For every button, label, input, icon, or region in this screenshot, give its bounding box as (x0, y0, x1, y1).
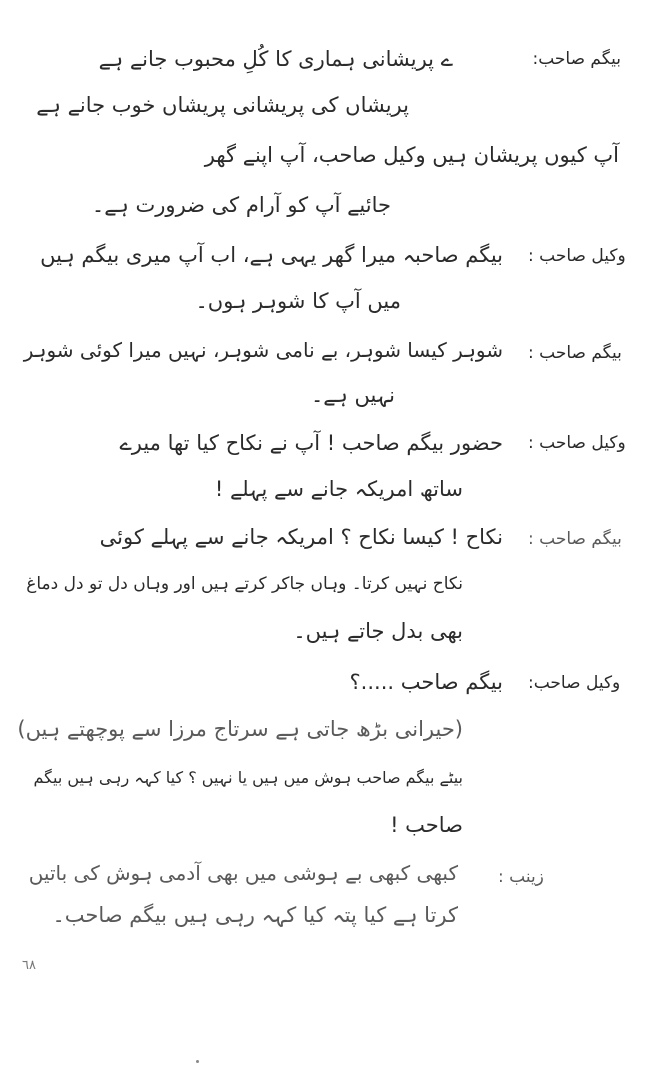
dialogue-line: آپ کیوں پریشان ہیں وکیل صاحب، آپ اپنے گھر (204, 143, 619, 167)
dialogue-line: میں آپ کا شوہر ہوں۔ (195, 289, 401, 313)
dialogue-line: کرتا ہے کیا پتہ کیا کہہ رہی ہیں بیگم صاحب۔ (52, 903, 458, 927)
dialogue-line: نکاح نہیں کرتا۔ وہاں جاکر کرتے ہیں اور وہاں دل تو دل دماغ (26, 574, 463, 594)
dialogue-line: کبھی کبھی بے ہوشی میں بھی آدمی ہوش کی باتیں (28, 861, 458, 885)
dialogue-line: جائیے آپ کو آرام کی ضرورت ہے۔ (91, 193, 391, 217)
dialogue-line: ساتھ امریکہ جانے سے پہلے ! (214, 477, 463, 501)
speaker-label: بیگم صاحب : (528, 529, 622, 549)
page-number: ٦٨ (22, 958, 36, 973)
speaker-label: وکیل صاحب : (528, 433, 626, 453)
stage-direction: (حیرانی بڑھ جاتی ہے سرتاج مرزا سے پوچھتے ہیں) (17, 717, 463, 741)
speaker-label: وکیل صاحب : (528, 246, 626, 266)
ink-speck (196, 1060, 199, 1063)
dialogue-line: نہیں ہے۔ (310, 383, 395, 407)
dialogue-line: بیٹے بیگم صاحب ہوش میں ہیں یا نہیں ؟ کیا کہہ رہی ہیں بیگم (33, 768, 463, 787)
dialogue-line: پریشاں کی پریشانی پریشاں خوب جانے ہے (36, 93, 409, 117)
dialogue-line: بیگم صاحب .....؟ (349, 670, 503, 694)
dialogue-line: بیگم صاحبہ میرا گھر یہی ہے، اب آپ میری بیگم ہیں (40, 243, 503, 267)
dialogue-line: ے پریشانی ہماری کا کُلِ محبوب جانے ہے (98, 47, 453, 71)
speaker-label: زینب : (498, 867, 544, 887)
speaker-label: بیگم صاحب: (532, 49, 621, 69)
dialogue-line: بھی بدل جاتے ہیں۔ (293, 619, 463, 643)
dialogue-line: صاحب ! (390, 813, 463, 837)
dialogue-line: شوہر کیسا شوہر، بے نامی شوہر، نہیں میرا کوئی شوہر (23, 338, 503, 362)
speaker-label: بیگم صاحب : (528, 343, 622, 363)
speaker-label: وکیل صاحب: (528, 673, 621, 693)
dialogue-line: حضور بیگم صاحب ! آپ نے نکاح کیا تھا میرے (119, 431, 503, 455)
dialogue-line: نکاح ! کیسا نکاح ؟ امریکہ جانے سے پہلے کوئی (99, 525, 503, 549)
